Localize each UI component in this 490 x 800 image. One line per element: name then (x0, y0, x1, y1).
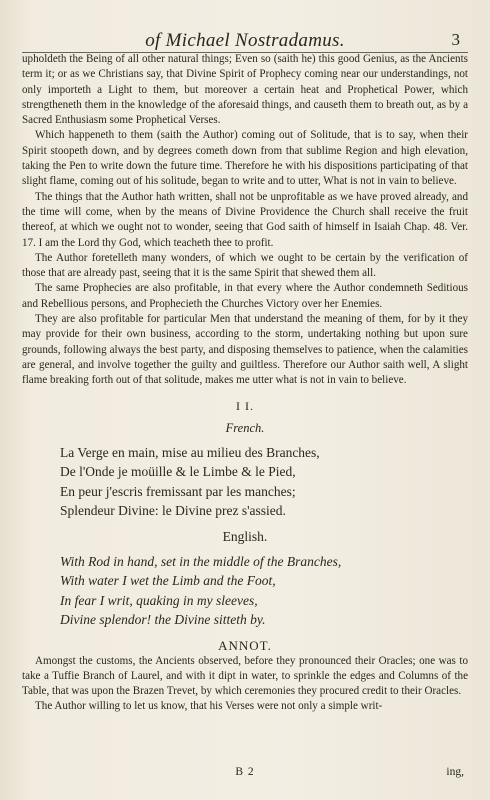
annotation-label: ANNOT. (218, 637, 272, 653)
verse-line: With Rod in hand, set in the middle of the Branches, (60, 553, 342, 569)
page-number: 3 (451, 30, 460, 49)
paragraph: The same Prophecies are also profitable, in that every where the Author condemneth Seditious and Rebellious persons, and Prophecieth the Churches Victory over her Enemies. (22, 282, 468, 310)
paragraph: Amongst the customs, the Ancients observed, before they pronounced their Oracles; one was to take a Tuffie Branch of Laurel, and with it dipt in water, to sprinkle the edges and Columns of the Table, that was upon the Brazen Trevet, by which ceremonies they procured credit to their Oracles. (22, 654, 468, 698)
english-verse (60, 552, 468, 630)
verse-line: La Verge en main, mise au milieu des Branches, (60, 444, 320, 460)
signature-mark: B 2 (235, 766, 255, 778)
verse-line: Divine splendor! the Divine sitteth by. (60, 612, 266, 628)
running-title: of Michael Nostradamus. (145, 30, 345, 51)
verse-line: En peur j'escris fremissant par les manches; (60, 483, 296, 499)
verse-line: Splendeur Divine: le Divine prez s'assied. (60, 503, 286, 519)
paragraph: The things that the Author hath written, shall not be unprofitable as we have proved already, and the time will come, when by the means of Divine Providence the Church shall receive the fruit thereof, at which we ought not to wonder, seeing that God saith of himself in Isaiah Chap. 48. Ver. 17. I am the Lord thy God, which teacheth thee to profit. (22, 190, 468, 249)
paragraph: Which happeneth to them (saith the Author) coming out of Solitude, that is to say, when their Spirit stoopeth down, and by degrees cometh down from that sublime Region and high elevation, taking the Pen to write down the future time. Therefore he with his dispositions participating of that slight flame, coming out of his solitude, began to write and to utter, What is not in vain to believe. (22, 129, 468, 188)
paragraph: The Author foretelleth many wonders, of which we ought to be certain by the verification of those that are already past, seeing that it is the same Spirit that shewed them all. (22, 251, 468, 280)
verse-line: De l'Onde je moüille & le Limbe & le Pied, (60, 464, 296, 480)
paragraph: They are also profitable for particular Men that understand the meaning of them, for by it they may provide for their own business, according to the storm, undertaking nothing but upon sure grounds, following always the best party, and disposing themselves to patience, when the calamities are general, and involve together the guilty and guiltless. Therefore our Author saith well, A slight flame breaking forth out of that solitude, makes me utter what is not in vain to believe. (22, 313, 468, 387)
french-label: French. (225, 420, 265, 435)
french-verse (60, 443, 468, 521)
paragraph: upholdeth the Being of all other natural things; Even so (saith he) this good Genius, as the Ancients term it; or as we Christians say, that Divine Spirit of Prophecy coming near our understandings, not only importeth a Light to them, but moreover a certain heat and Prophetical Power, which strengtheneth them in the knowledge of the aforesaid things, and causeth them to breath out, as by a Sacred Enthusiasm some Prophetical Verses. (22, 53, 468, 127)
page-body (22, 52, 468, 715)
english-label: English. (222, 528, 268, 544)
verse-line: With water I wet the Limb and the Foot, (60, 573, 276, 589)
section-number: I I. (236, 398, 254, 413)
paragraph: The Author willing to let us know, that his Verses were not only a simple writ- (35, 700, 383, 713)
catchword: ing, (446, 766, 464, 778)
page-footer (22, 766, 468, 782)
verse-line: In fear I writ, quaking in my sleeves, (60, 592, 258, 608)
